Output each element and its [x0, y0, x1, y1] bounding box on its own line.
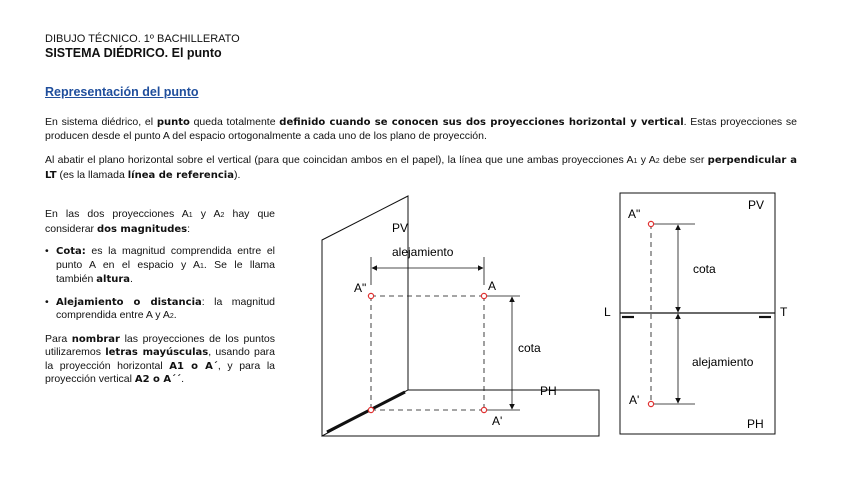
label-a1-2d: A'	[629, 393, 640, 407]
label-l: L	[604, 305, 611, 319]
label-ph-3d: PH	[540, 384, 557, 398]
label-a2-2d: A"	[628, 207, 641, 221]
label-a1-3d: A'	[492, 414, 503, 428]
course-header: DIBUJO TÉCNICO. 1º BACHILLERATO	[45, 33, 240, 45]
magnitudes-intro: En las dos proyecciones A1 y A2 hay que considerar dos magnitudes:	[45, 208, 275, 235]
label-cota-3d: cota	[518, 341, 541, 355]
bullet-marker: •	[45, 245, 49, 257]
bullet-cota: • Cota: es la magnitud comprendida entre el punto A en el espacio y A1. Se le llama también altura.	[45, 245, 276, 285]
point-a2-2d	[648, 221, 653, 226]
bullet-marker: •	[45, 295, 49, 308]
label-alejamiento-3d: alejamiento	[392, 245, 454, 259]
reference-line-paragraph: Al abatir el plano horizontal sobre el vertical (para que coincidan ambos en el papel), la línea que une ambas proyecciones A1 y A2 debe ser perpendicular a LT (es la llamada línea de referencia).	[45, 154, 797, 181]
label-t: T	[780, 305, 788, 319]
intro-paragraph: En sistema diédrico, el punto queda totalmente definido cuando se conocen sus dos proyecciones horizontal y vertical. Estas proyecciones se producen desde el punto A del espacio ortogonalmente a cada uno de los plano de proyección.	[45, 116, 797, 142]
document-title: SISTEMA DIÉDRICO. El punto	[45, 46, 222, 60]
label-alejamiento-2d: alejamiento	[692, 355, 754, 369]
bullet-alejamiento: • Alejamiento o distancia: la magnitud comprendida entre A y A2.	[45, 296, 275, 324]
section-title: Representación del punto	[45, 85, 199, 99]
label-a-3d: A	[488, 279, 497, 293]
label-pv-2d: PV	[748, 198, 765, 212]
point-a1-2d	[648, 401, 653, 406]
label-cota-2d: cota	[693, 262, 716, 276]
naming-paragraph: Para nombrar las proyecciones de los puntos utilizaremos letras mayúsculas, usando para la proyección horizontal A1 o A´, y para la proyección vertical A2 o A´´.	[45, 332, 276, 385]
label-pv-3d: PV	[392, 221, 409, 235]
label-ph-2d: PH	[747, 417, 764, 431]
label-a2-3d: A"	[354, 281, 367, 295]
